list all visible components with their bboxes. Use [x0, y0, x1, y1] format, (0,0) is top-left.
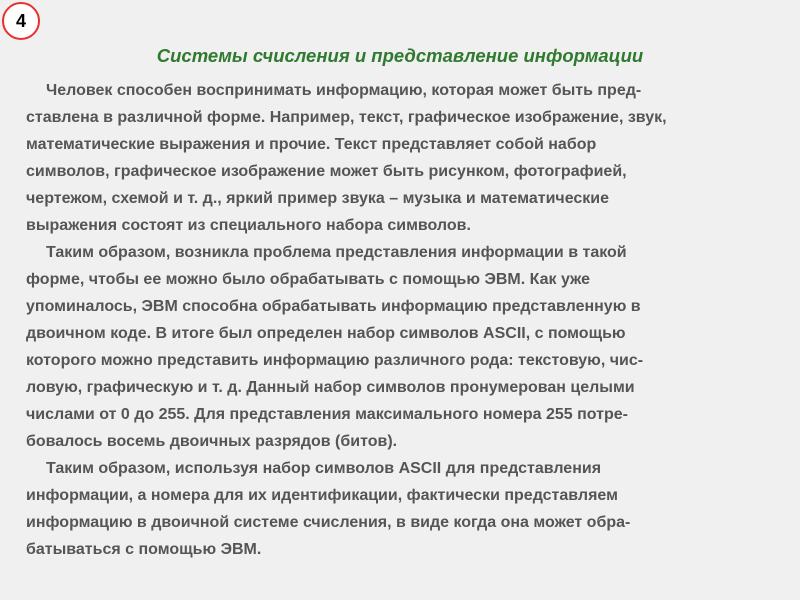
text-line: Таким образом, используя набор символов ASCII для представления: [46, 460, 602, 477]
text-line: Человек способен воспринимать информацию, которая может быть пред-: [46, 82, 642, 99]
slide-title: Системы счисления и представление информации: [156, 45, 644, 66]
text-line: выражения состоят из специального набора символов.: [26, 217, 471, 234]
text-line: информацию в двоичной системе счисления, в виде когда она может обра-: [26, 514, 631, 531]
text-line: бовалось восемь двоичных разрядов (битов).: [26, 433, 398, 450]
slide-number-badge: 4: [2, 2, 40, 40]
text-line: двоичном коде. В итоге был определен набор символов ASCII, с помощью: [26, 325, 626, 342]
text-line: информации, а номера для их идентификации, фактически представляем: [26, 487, 618, 504]
body-text: [26, 77, 788, 563]
text-line: математические выражения и прочие. Текст представляет собой набор: [26, 136, 597, 153]
text-line: символов, графическое изображение может быть рисунком, фотографией,: [26, 163, 627, 180]
text-line: ставлена в различной форме. Например, текст, графическое изображение, звук,: [26, 109, 667, 126]
text-line: упоминалось, ЭВМ способна обрабатывать информацию представленную в: [26, 298, 641, 315]
text-line: ловую, графическую и т. д. Данный набор символов пронумерован целыми: [26, 379, 635, 396]
text-line: чертежом, схемой и т. д., яркий пример звука – музыка и математические: [26, 190, 610, 207]
text-line: числами от 0 до 255. Для представления максимального номера 255 потре-: [26, 406, 628, 423]
text-line: которого можно представить информацию различного рода: текстовую, чис-: [26, 352, 644, 369]
text-line: Таким образом, возникла проблема представления информации в такой: [46, 244, 627, 261]
text-line: батываться с помощью ЭВМ.: [26, 541, 262, 558]
text-line: форме, чтобы ее можно было обрабатывать с помощью ЭВМ. Как уже: [26, 271, 591, 288]
